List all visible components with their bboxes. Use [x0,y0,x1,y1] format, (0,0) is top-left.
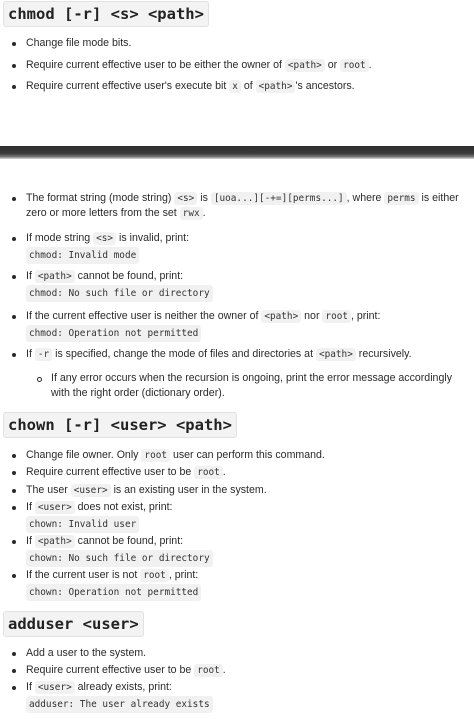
item-text: , where [346,192,385,204]
item-text: Require current effective user to be [26,466,195,478]
bullet-icon [12,353,16,357]
item-text: or [324,59,341,71]
item-text: . [368,59,372,71]
bullet-icon [12,489,16,493]
list-item [26,465,468,480]
bullet-icon [12,85,16,89]
item-text: cannot be found, print: [74,535,184,547]
bullet-icon [12,506,16,510]
item-text: Change file owner. Only [26,449,142,461]
inline-code: <path> [285,59,325,72]
item-text: is specified, change the mode of files and directories at [52,348,316,360]
item-text: with the right order (dictionary order). [51,387,225,399]
error-message: chown: No such file or directory [26,550,213,567]
list-item [26,79,468,94]
inline-code: rwx [180,207,203,220]
inline-code: root [194,466,223,479]
list-item [26,680,468,713]
error-message: adduser: The user already exists [26,696,213,713]
bullet-icon [12,275,16,279]
bullet-icon [12,471,16,475]
item-text: , print: [168,569,199,581]
item-text: Require current effective user's execute bit [26,80,230,92]
bullet-icon [12,652,16,656]
bullet-icon [12,315,16,319]
item-text: If [26,348,35,360]
inline-code: -r [35,348,52,361]
list-item [26,483,468,498]
error-message: chown: Invalid user [26,516,139,533]
bullet-icon [12,42,16,46]
item-text: If [26,270,35,282]
item-text: If the current user is not [26,569,141,581]
item-text: Change file mode bits. [26,37,132,49]
list-item [26,347,468,362]
item-text: Add a user to the system. [26,647,147,659]
list-item [26,663,468,678]
inline-code: <path> [35,535,75,548]
inline-code: <user> [35,501,75,514]
chmod-heading: chmod [-r] <s> <path> [3,1,209,27]
inline-code: root [140,569,169,582]
item-text: If mode string [26,232,94,244]
item-text: Require current effective user to be either the owner of [26,59,285,71]
list-item [26,646,468,661]
item-text: already exists, print: [74,681,172,693]
item-text: cannot be found, print: [74,270,184,282]
list-item [26,500,468,533]
error-message: chmod: Invalid mode [26,247,139,264]
item-text: is an existing user in the system. [110,484,267,496]
item-text: If [26,501,35,513]
inline-code: [uoa...][-+=][perms...] [211,192,347,205]
item-text: If any error occurs when the recursion is ongoing, print the error message accordingly [51,372,452,384]
item-text: If the current effective user is neither the owner of [26,310,262,322]
list-item [26,534,468,567]
item-text: . [222,664,226,676]
bullet-icon [12,686,16,690]
bullet-icon [12,669,16,673]
inline-code: root [194,664,223,677]
inline-code: <user> [35,681,75,694]
item-text: does not exist, print: [74,501,173,513]
item-text: recursively. [355,348,412,360]
bullet-icon [12,64,16,68]
list-item [26,231,468,264]
error-message: chown: Operation not permitted [26,584,201,601]
item-text: The format string (mode string) [26,192,175,204]
bullet-icon [12,454,16,458]
inline-code: x [229,80,241,93]
item-text: is either [418,192,459,204]
list-item [26,568,468,601]
bullet-icon [12,197,16,201]
item-text: zero or more letters from the set [26,207,180,219]
item-text: nor [301,310,323,322]
item-text: If [26,681,35,693]
bullet-icon [12,237,16,241]
list-item [26,309,468,342]
list-item [26,36,468,51]
item-text: If [26,535,35,547]
item-text: . [202,207,206,219]
item-text: of [240,80,256,92]
adduser-heading: adduser <user> [3,611,144,637]
chown-heading: chown [-r] <user> <path> [3,412,237,438]
item-text: user can perform this command. [170,449,325,461]
inline-code: <path> [261,310,301,323]
inline-code: root [340,59,369,72]
item-text: . [222,466,226,478]
inline-code: <s> [93,232,116,245]
list-item [26,58,468,73]
bullet-icon [12,540,16,544]
item-text: is invalid, print: [116,232,190,244]
item-text: is [197,192,211,204]
inline-code: <path> [256,80,296,93]
inline-code: perms [384,192,418,205]
list-item [26,269,468,302]
inline-code: <s> [174,192,197,205]
item-text: , print: [351,310,381,322]
bullet-icon [12,574,16,578]
error-message: chmod: No such file or directory [26,285,213,302]
list-item [26,448,468,463]
inline-code: <path> [316,348,356,361]
inline-code: <path> [35,270,75,283]
section-divider [0,146,474,159]
error-message: chmod: Operation not permitted [26,325,201,342]
inline-code: root [141,449,170,462]
item-text: Require current effective user to be [26,664,195,676]
sub-list-item [51,371,468,401]
item-text: 's ancestors. [295,80,355,92]
inline-code: root [322,310,351,323]
hollow-bullet-icon [37,377,42,382]
list-item [26,191,468,221]
inline-code: <user> [71,484,111,497]
item-text: The user [26,484,71,496]
